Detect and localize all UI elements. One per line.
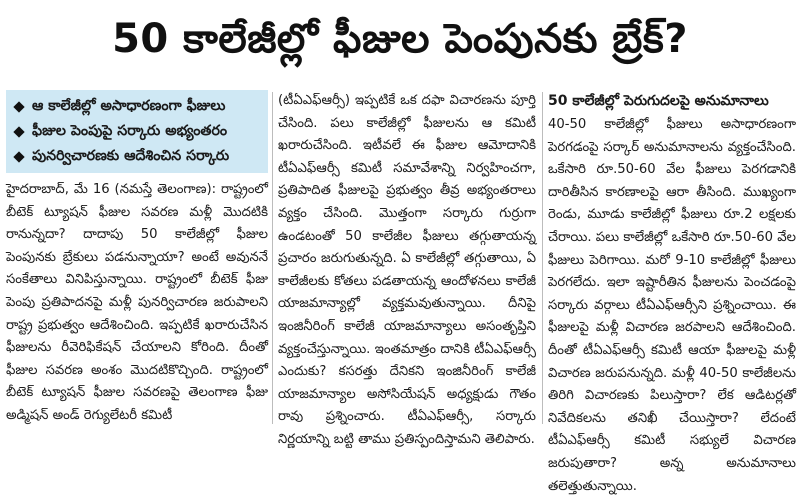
diamond-bullet-icon xyxy=(13,126,24,137)
highlight-text: ఆ కాలేజీల్లో అసాధారణంగా ఫీజులు xyxy=(32,98,226,114)
article-body-part-3: 40-50 కాలేజీల్లో ఫీజులు అసాధారణంగా పెరగడంపై సర్కార్ అనుమానాలను వ్యక్తంచేసింది. ఒకేసారి రూ.50-60 వేల ఫీజులు పెరగడానికి దారితీసిన కారణాలపై ఆరా తీసింది. ముఖ్యంగా రెండు, మూడు కాలేజీల్లో ఫీజులు రూ.2 లక్షలకు చేరాయి. పలు కాలేజీల్లో ఒకేసారి రూ.50-60 వేల ఫీజులు పెరిగాయి. మరో 9-10 కాలేజీల్లో ఫీజులు పెరగలేదు. ఇలా ఇష్టారీతిన ఫీజులను పెంచడంపై సర్కారు వర్గాలు టీఏఎఫ్ఆర్సీని ప్రశ్నించాయి. ఈ ఫీజులపై మళ్లీ విచారణ జరపాలని ఆదేశించింది. దీంతో టీఏఎఫ్ఆర్సీ కమిటీ ఆయా ఫీజులపై మళ్లీ విచారణ జరుపనున్నది. మళ్లీ 40-50 కాలేజీలను తిరిగి విచారణకు పిలుస్తారా? లేక ఆడిటర్లతో నివేదికలను తనిఖీ చేయిస్తారా? లేదంటే టీఏఎఫ్ఆర్సీ కమిటీ సభ్యులే విచారణ జరుపుతారా? అన్న అనుమానాలు తలెత్తుతున్నాయి. xyxy=(548,117,796,494)
column-divider xyxy=(542,92,543,424)
highlight-text: పునర్విచారణకు ఆదేశించిన సర్కారు xyxy=(32,148,230,164)
highlight-text: ఫీజుల పెంపుపై సర్కారు అభ్యంతరం xyxy=(32,123,228,139)
column-2 xyxy=(278,90,536,452)
diamond-bullet-icon xyxy=(13,151,24,162)
column-divider xyxy=(272,92,273,424)
highlight-item xyxy=(12,94,264,119)
diamond-bullet-icon xyxy=(13,101,24,112)
highlight-item xyxy=(12,144,264,169)
article-body-part-2: (టీఏఎఫ్ఆర్సీ) ఇప్పటికే ఒక దఫా విచారణను పూర్తి చేసింది. పలు కాలేజీల్లో ఫీజులను ఆ కమిటీ ఖరారుచేసింది. ఇటీవలే ఈ ఫీజుల ఆమోదానికి టీఏఎఫ్ఆర్సీ కమిటీ సమావేశాన్ని నిర్వహించగా, ప్రతిపాదిత ఫీజులపై ప్రభుత్వం తీవ్ర అభ్యంతరాలు వ్యక్తం చేసింది. మొత్తంగా సర్కారు గుర్రుగా ఉండటంతో 50 కాలేజీల ఫీజులు తగ్గుతాయన్న ప్రచారం జరుగుతున్నది. ఏ కాలేజీల్లో తగ్గుతాయి, ఏ కాలేజీలకు కోతలు పడతాయన్న ఆందోళనలు కాలేజీ యాజమాన్యాల్లో వ్యక్తమవుతున్నాయి. దీనిపై ఇంజినీరింగ్ కాలేజీ యాజమాన్యాలు అసంతృప్తిని వ్యక్తంచేస్తున్నాయి. ఇంతమాత్రం దానికి టీఏఎఫ్ఆర్సీ ఎందుకు? కసరత్తు దేనికని ఇంజినీరింగ్ కాలేజీ యాజమాన్యాల అసోసియేషన్ అధ్యక్షుడు గౌతం రావు ప్రశ్నించారు. టీఏఎఫ్ఆర్సీ, సర్కారు నిర్ణయాన్ని బట్టి తాము ప్రతిస్పందిస్తామని తెలిపారు. xyxy=(278,93,536,447)
dateline: హైదరాబాద్, మే 16 (నమస్తే తెలంగాణ): xyxy=(6,182,217,197)
article-body-part-1: రాష్ట్రంలో బీటెక్ ట్యూషన్ ఫీజుల సవరణ మళ్లీ మొదటికి రానున్నదా? దాదాపు 50 కాలేజీల్లో ఫీజుల పెంపునకు బ్రేకులు పడనున్నాయా? అంటే అవుననే సంకేతాలు వినిపిస్తున్నాయి. రాష్ట్రంలో బీటెక్ ఫీజు పెంపు ప్రతిపాదనపై మళ్లీ పునర్విచారణ జరుపాలని రాష్ట్ర ప్రభుత్వం ఆదేశించింది. ఇప్పటికే ఖరారుచేసిన ఫీజులను రీవెరిఫికేషన్ చేయాలని కోరింది. దీంతో ఫీజుల సవరణ అంశం మొదటికొచ్చింది. రాష్ట్రంలో బీటెక్ ట్యూషన్ ఫీజుల సవరణపై తెలంగాణ ఫీజు అడ్మిషన్ అండ్ రెగ్యులేటరీ కమిటీ xyxy=(6,182,268,423)
highlights-box xyxy=(6,90,268,173)
highlight-item xyxy=(12,119,264,144)
column-3 xyxy=(548,90,796,498)
headline: 50 కాలేజీల్లో ఫీజుల పెంపునకు బ్రేక్? xyxy=(112,16,688,62)
subheading: 50 కాలేజీల్లో పెరుగుదలపై అనుమానాలు xyxy=(548,93,769,109)
column-1 xyxy=(6,90,268,428)
